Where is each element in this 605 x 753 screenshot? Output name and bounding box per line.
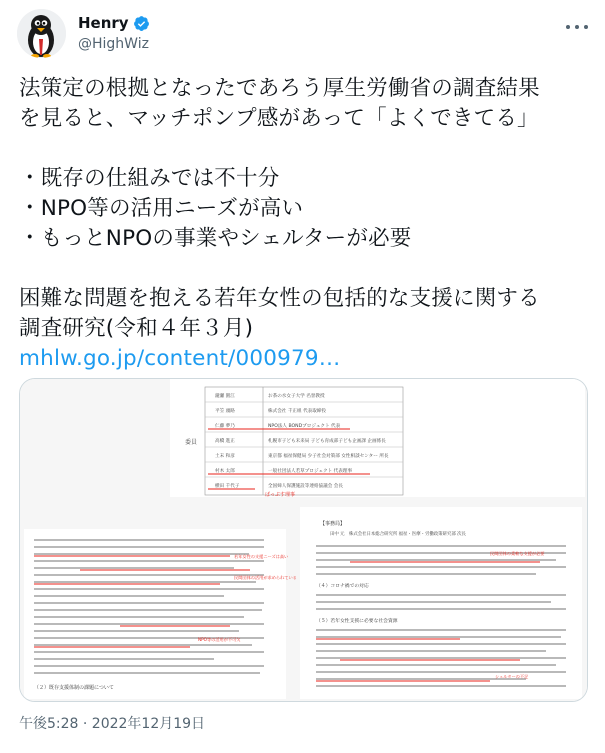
more-dot <box>575 25 579 29</box>
member-name: 横田 千代子 <box>215 484 240 489</box>
tweet-link[interactable]: mhlw.go.jp/content/000979… <box>19 346 341 371</box>
document-scan-image <box>20 379 587 701</box>
member-name: 土末 和彦 <box>215 454 235 459</box>
author-avatar[interactable] <box>17 9 66 58</box>
tweet-line: ・もっとNPOの事業やシェルターが必要 <box>19 226 412 251</box>
verified-badge-icon <box>133 15 150 32</box>
red-note: シェルターの不足 <box>495 674 529 679</box>
member-name: 高橋 進正 <box>215 439 235 444</box>
secretariat-title: 【事務局】 <box>320 521 346 527</box>
more-dot <box>584 25 588 29</box>
section-title: （２）既存支援体制の課題について <box>34 685 114 691</box>
member-org: 東京都 福祉保健局 少子社会対策部 女性相談センター 所長 <box>268 454 389 459</box>
tweet-line: ・既存の仕組みでは不十分 <box>19 166 280 191</box>
red-note: NPO等の活用が不可欠 <box>198 637 241 642</box>
tweet-line: 困難な問題を抱える若年女性の包括的な支援に関する <box>19 286 540 311</box>
committee-label: 委員 <box>185 439 198 446</box>
member-org: NPO法人 BONDプロジェクト 代表 <box>268 424 341 429</box>
section-title: （５）若年女性支援に必要な社会資源 <box>316 619 398 624</box>
more-dots-icon <box>566 25 570 29</box>
member-org: 株式会社 千正組 代表取締役 <box>268 409 327 414</box>
tweet-line: 法策定の根拠となったであろう厚生労働省の調査結果 <box>19 76 540 101</box>
author-handle[interactable]: @HighWiz <box>78 36 149 52</box>
more-options-button[interactable] <box>566 17 588 37</box>
tweet-line: 調査研究(令和４年３月) <box>19 316 254 341</box>
member-org: 札幌市子ども未来局 子ども育成部子ども企画課 企画係長 <box>268 439 386 444</box>
member-name: 瀧瀬 園江 <box>215 394 235 399</box>
annotation-note: ぱっぷす理事 <box>265 492 296 498</box>
red-note: 民間団体の活用が求められている <box>234 575 297 580</box>
red-note: 若年女性の支援ニーズは高い <box>234 554 289 559</box>
section-title: （４）コロナ禍での対応 <box>316 584 369 589</box>
tweet-line: ・NPO等の活用ニーズが高い <box>19 196 304 221</box>
member-org: 全国婦人保護施設等連絡協議会 会長 <box>268 484 343 489</box>
tweet-line: を見ると、マッチポンプ感があって「よくできてる」 <box>19 106 539 131</box>
tweet-timestamp[interactable]: 午後5:28 · 2022年12月19日 <box>19 716 206 732</box>
red-note: 民間団体の柔軟な支援が必要 <box>490 551 545 556</box>
author-name[interactable]: Henry <box>78 14 129 32</box>
secretariat-text: 田中 元 株式会社日本総合研究所 福祉・医療・労働政策研究部 次長 <box>330 532 466 537</box>
tweet-media-image[interactable] <box>19 378 588 702</box>
penguin-avatar-icon <box>17 9 66 58</box>
tweet-text <box>19 74 589 374</box>
member-name: 村木 太郎 <box>215 469 235 474</box>
member-org: お茶の水女子大学 名誉教授 <box>268 394 325 399</box>
member-org: 一般社団法人若草プロジェクト 代表理事 <box>268 469 353 474</box>
author-name-row[interactable] <box>78 14 150 32</box>
member-name: 平笠 頭路 <box>215 409 235 414</box>
member-name: 仁藤 夢乃 <box>215 424 235 429</box>
